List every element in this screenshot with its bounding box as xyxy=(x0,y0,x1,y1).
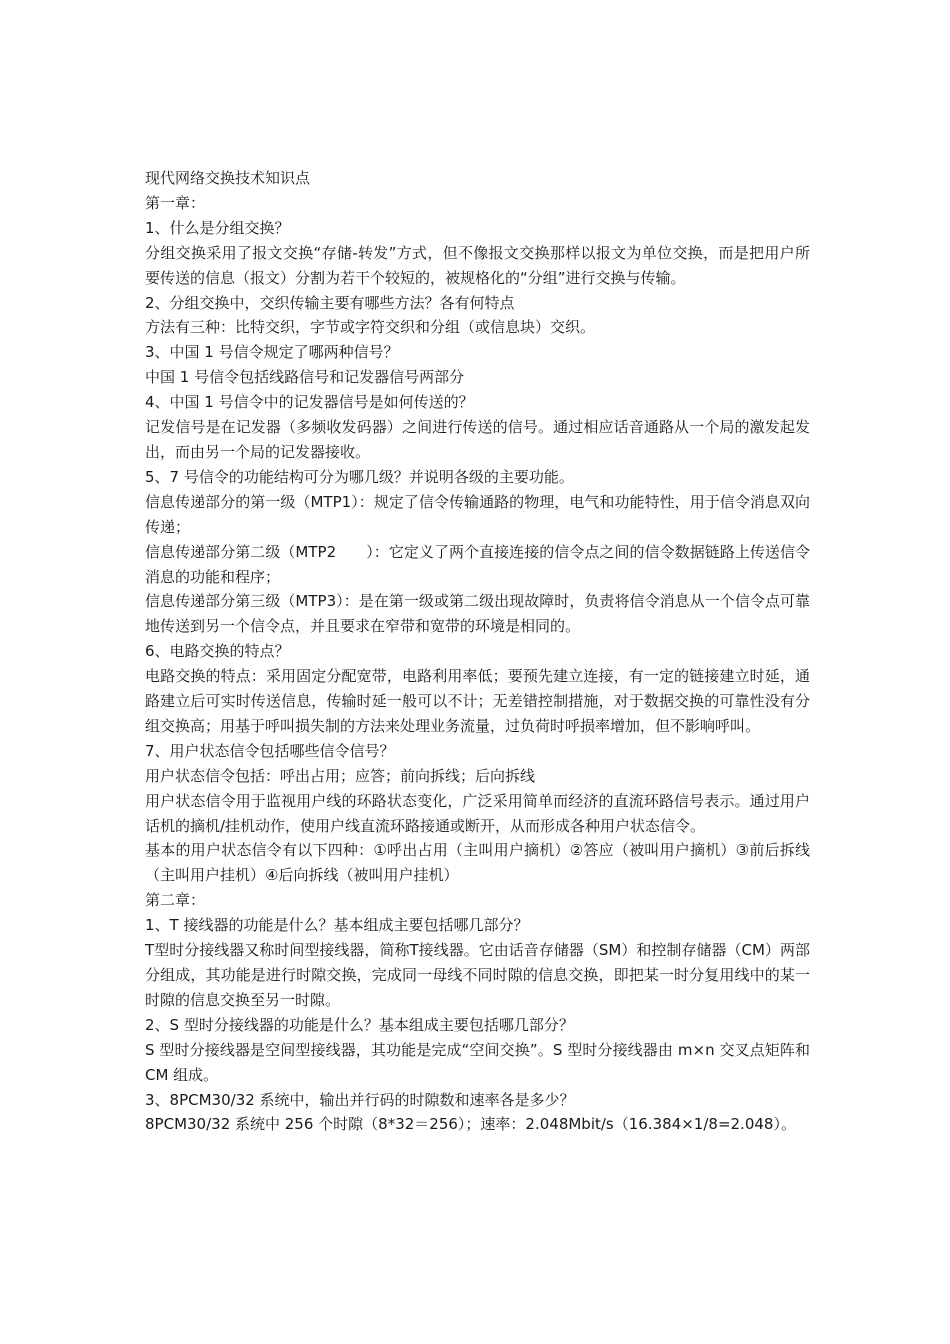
question-22: 1、T 接线器的功能是什么？基本组成主要包括哪几部分？ xyxy=(145,916,529,935)
question-9: 4、中国 1 号信令中的记发器信号是如何传送的？ xyxy=(145,393,474,412)
question-7: 3、中国 1 号信令规定了哪两种信号？ xyxy=(145,343,399,362)
answer-18: 用户状态信令包括：呼出占用；应答；前向拆线；后向拆线 xyxy=(145,766,536,785)
question-15: 6、电路交换的特点？ xyxy=(145,642,290,661)
answer-6: 方法有三种：比特交织，字节或字符交织和分组（或信息块）交织。 xyxy=(145,318,596,337)
answer-10: 记发信号是在记发器（多频收发码器）之间进行传送的信号。通过相应话音通路从一个局的激发起发出，而由另一个局的记发器接收。 xyxy=(145,418,810,461)
answer-27: 8PCM30/32 系统中 256 个时隙（8*32＝256）；速率：2.048Mbit/s（16.384×1/8=2.048）。 xyxy=(145,1115,796,1134)
document-title-1: 现代网络交换技术知识点 xyxy=(145,169,311,187)
answer-19: 用户状态信令用于监视用户线的环路状态变化，广泛采用简单而经济的直流环路信号表示。通过用户话机的摘机/挂机动作，使用户线直流环路接通或断开，从而形成各种用户状态信令。 xyxy=(145,791,810,835)
chapter-heading-2: 第一章： xyxy=(145,193,206,212)
question-11: 5、7 号信令的功能结构可分为哪几级？并说明各级的主要功能。 xyxy=(145,467,574,486)
answer-14: 信息传递部分第三级（MTP3）：是在第一级或第二级出现故障时，负责将信令消息从一个信令点可靠地传送到另一个信令点，并且要求在窄带和宽带的环境是相同的。 xyxy=(145,592,810,636)
answer-8: 中国 1 号信令包括线路信号和记发器信号两部分 xyxy=(145,368,465,387)
answer-16: 电路交换的特点：采用固定分配宽带，电路利用率低；要预先建立连接，有一定的链接建立时延，通路建立后可实时传送信息，传输时延一般可以不计；无差错控制措施，对于数据交换的可靠性没有分组交换高；用基于呼叫损失制的方法来处理业务流量，过负荷时呼损率增加，但不影响呼叫。 xyxy=(145,667,810,735)
answer-23: T型时分接线器又称时间型接线器，简称T接线器。它由话音存储器（SM）和控制存储器（CM）两部分组成，其功能是进行时隙交换，完成同一母线不同时隙的信息交换，即把某一时分复用线中的某一时隙的信息交换至另一时隙。 xyxy=(145,941,810,1009)
chapter-heading-21: 第二章： xyxy=(145,891,206,910)
question-3: 1、什么是分组交换？ xyxy=(145,218,290,237)
answer-12: 信息传递部分的第一级（MTP1）：规定了信令传输通路的物理，电气和功能特性，用于信令消息双向传递； xyxy=(145,492,810,536)
document-body xyxy=(145,166,815,1137)
answer-25: S 型时分接线器是空间型接线器，其功能是完成“空间交换”。S 型时分接线器由 m×n 交叉点矩阵和 CM 组成。 xyxy=(145,1040,815,1084)
answer-13: 信息传递部分第二级（MTP2 ）：它定义了两个直接连接的信令点之间的信令数据链路上传送信令消息的功能和程序； xyxy=(145,542,810,586)
question-17: 7、用户状态信令包括哪些信令信号？ xyxy=(145,741,395,760)
question-24: 2、S 型时分接线器的功能是什么？基本组成主要包括哪几部分？ xyxy=(145,1015,574,1034)
question-5: 2、分组交换中，交织传输主要有哪些方法？各有何特点 xyxy=(145,293,515,312)
answer-4: 分组交换采用了报文交换“存储-转发”方式，但不像报文交换那样以报文为单位交换，而是把用户所要传送的信息（报文）分割为若干个较短的，被规格化的“分组”进行交换与传输。 xyxy=(145,243,810,287)
answer-20: 基本的用户状态信令有以下四种：①呼出占用（主叫用户摘机）②答应（被叫用户摘机）③前后拆线（主叫用户挂机）④后向拆线（被叫用户挂机） xyxy=(145,841,810,885)
question-26: 3、8PCM30/32 系统中，输出并行码的时隙数和速率各是多少？ xyxy=(145,1090,575,1109)
